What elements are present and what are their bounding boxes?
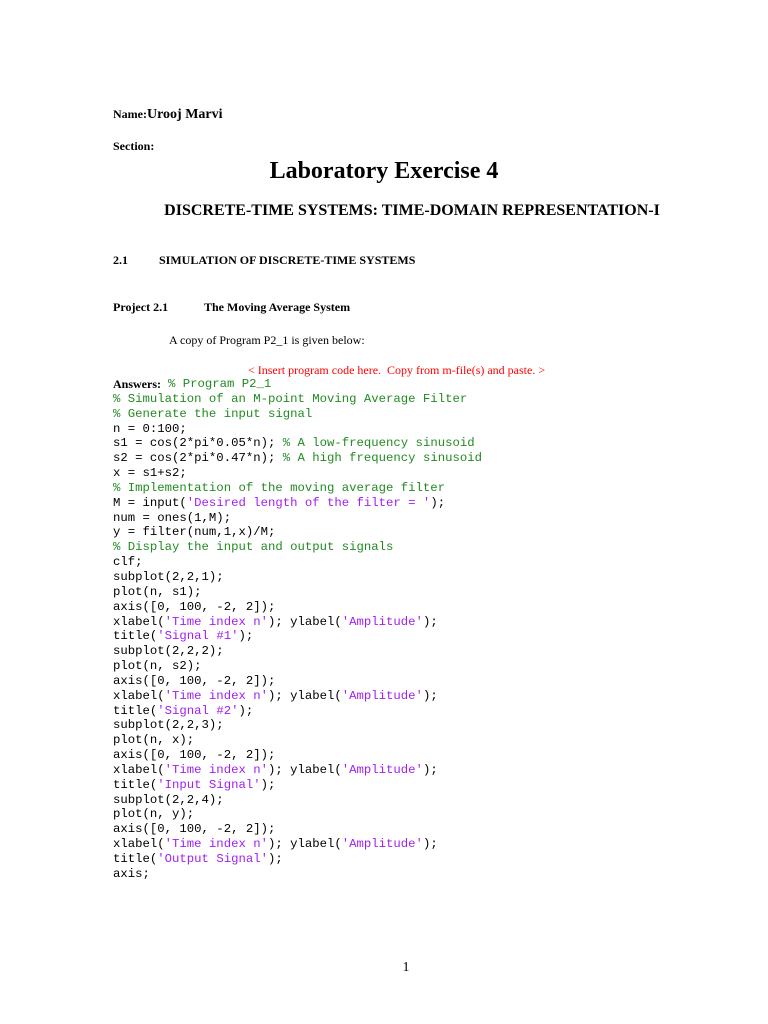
code-token-string: 'Desired length of the filter = ' <box>186 495 431 510</box>
code-token-plain: ); <box>422 614 438 629</box>
code-line <box>113 822 482 837</box>
code-token-comment: % Implementation of the moving average filter <box>113 480 446 495</box>
code-line <box>113 763 482 778</box>
code-line <box>113 436 482 451</box>
code-line <box>113 659 482 674</box>
code-token-plain: M = input( <box>113 495 187 510</box>
code-line <box>113 807 482 822</box>
code-token-plain: axis; <box>113 866 150 881</box>
code-token-plain: xlabel( <box>113 837 165 852</box>
code-token-plain: ); <box>260 777 276 792</box>
code-token-plain: s2 = cos(2*pi*0.47*n); <box>113 451 283 466</box>
project-number: Project 2.1 <box>113 300 169 314</box>
code-line <box>113 407 482 422</box>
code-line <box>113 540 482 555</box>
code-token-plain: plot(n, s1); <box>113 584 202 599</box>
code-token-plain: num = ones(1,M); <box>113 510 232 525</box>
name-label: Name: <box>113 107 147 121</box>
code-token-plain: title( <box>113 852 158 866</box>
code-line <box>113 629 482 644</box>
code-token-plain: axis([0, 100, -2, 2]); <box>113 748 276 763</box>
section-number: 2.1 <box>113 253 128 267</box>
code-line <box>113 496 482 511</box>
code-block <box>113 377 482 882</box>
code-token-string: 'Amplitude' <box>341 762 423 777</box>
code-line <box>113 481 482 496</box>
code-token-string: 'Time index n' <box>164 614 268 629</box>
page-subtitle: DISCRETE-TIME SYSTEMS: TIME-DOMAIN REPRESENTATION-I <box>164 202 660 219</box>
code-line <box>113 555 482 570</box>
code-line <box>113 689 482 704</box>
code-line <box>113 704 482 719</box>
code-token-plain: subplot(2,2,3); <box>113 718 224 733</box>
name-value: Urooj Marvi <box>146 107 223 122</box>
code-token-comment: % Program P2_1 <box>168 377 272 391</box>
code-line <box>113 837 482 852</box>
code-token-plain: axis([0, 100, -2, 2]); <box>113 673 276 688</box>
code-token-plain: ); <box>238 629 254 644</box>
code-token-plain: x = s1+s2; <box>113 466 187 481</box>
code-token-plain: ); <box>238 703 254 718</box>
page-title: Laboratory Exercise 4 <box>269 158 499 184</box>
project-intro: A copy of Program P2_1 is given below: <box>169 333 365 347</box>
code-line <box>113 466 482 481</box>
code-line <box>113 793 482 808</box>
code-token-plain: ); <box>422 837 438 852</box>
code-token-string: 'Input Signal' <box>157 777 261 792</box>
code-token-plain: plot(n, s2); <box>113 659 202 674</box>
code-line <box>113 748 482 763</box>
code-line <box>113 674 482 689</box>
code-token-plain: n = 0:100; <box>113 421 187 436</box>
code-token-comment: % Generate the input signal <box>113 406 313 421</box>
code-line <box>113 451 482 466</box>
code-token-string: 'Time index n' <box>164 762 268 777</box>
code-token-string: 'Output Signal' <box>157 852 268 866</box>
code-line <box>113 585 482 600</box>
section-title: SIMULATION OF DISCRETE-TIME SYSTEMS <box>159 253 416 267</box>
code-line <box>113 422 482 437</box>
code-line <box>113 733 482 748</box>
code-token-plain: ); <box>267 852 283 866</box>
code-token-plain: clf; <box>113 555 143 570</box>
code-token-plain: plot(n, x); <box>113 733 195 748</box>
code-token-plain: axis([0, 100, -2, 2]); <box>113 599 276 614</box>
code-token-string: 'Time index n' <box>164 837 268 852</box>
code-line <box>113 525 482 540</box>
code-token-plain: title( <box>113 629 158 644</box>
code-token-comment: % Display the input and output signals <box>113 540 394 555</box>
code-token-plain: subplot(2,2,1); <box>113 569 224 584</box>
code-line <box>113 778 482 793</box>
code-line <box>113 852 482 867</box>
code-token-plain: title( <box>113 777 158 792</box>
code-line <box>113 377 482 392</box>
code-token-plain: ); ylabel( <box>267 688 342 703</box>
code-line <box>113 570 482 585</box>
project-title: The Moving Average System <box>204 300 351 314</box>
code-token-plain: title( <box>113 703 158 718</box>
code-token-plain: ); <box>422 762 438 777</box>
code-line <box>113 600 482 615</box>
code-token-comment: % A low-frequency sinusoid <box>282 436 475 451</box>
code-token-plain: ); ylabel( <box>267 837 342 852</box>
code-token-string: 'Signal #1' <box>157 629 239 644</box>
code-token-plain: subplot(2,2,2); <box>113 644 224 659</box>
code-line <box>113 511 482 526</box>
answers-label: Answers: <box>113 377 161 391</box>
insert-note: < Insert program code here. Copy from m-file(s) and paste. > <box>248 363 546 377</box>
code-token-plain: s1 = cos(2*pi*0.05*n); <box>113 436 283 451</box>
code-token-plain: subplot(2,2,4); <box>113 792 224 807</box>
code-token-plain: axis([0, 100, -2, 2]); <box>113 822 276 837</box>
code-line <box>113 615 482 630</box>
code-line <box>113 644 482 659</box>
code-token-plain: ); <box>422 688 438 703</box>
code-token-comment: % Simulation of an M-point Moving Average Filter <box>113 391 468 406</box>
code-line <box>113 392 482 407</box>
code-token-string: 'Time index n' <box>164 688 268 703</box>
page-number: 1 <box>402 960 410 975</box>
code-token-comment: % A high frequency sinusoid <box>282 451 482 466</box>
code-token-string: 'Amplitude' <box>341 688 423 703</box>
code-token-string: 'Amplitude' <box>341 837 423 852</box>
code-token-string: 'Signal #2' <box>157 703 239 718</box>
code-token-plain: ); <box>430 495 446 510</box>
code-line <box>113 718 482 733</box>
code-token-plain: y = filter(num,1,x)/M; <box>113 525 276 540</box>
code-token-plain: ); ylabel( <box>267 762 342 777</box>
code-line <box>113 867 482 882</box>
code-token-plain: ); ylabel( <box>267 614 342 629</box>
code-token-plain: xlabel( <box>113 762 165 777</box>
code-token-plain: xlabel( <box>113 614 165 629</box>
section-label: Section: <box>113 139 155 153</box>
code-token-string: 'Amplitude' <box>341 614 423 629</box>
code-token-plain: xlabel( <box>113 688 165 703</box>
code-token-plain: plot(n, y); <box>113 807 195 822</box>
name-line <box>113 107 223 123</box>
